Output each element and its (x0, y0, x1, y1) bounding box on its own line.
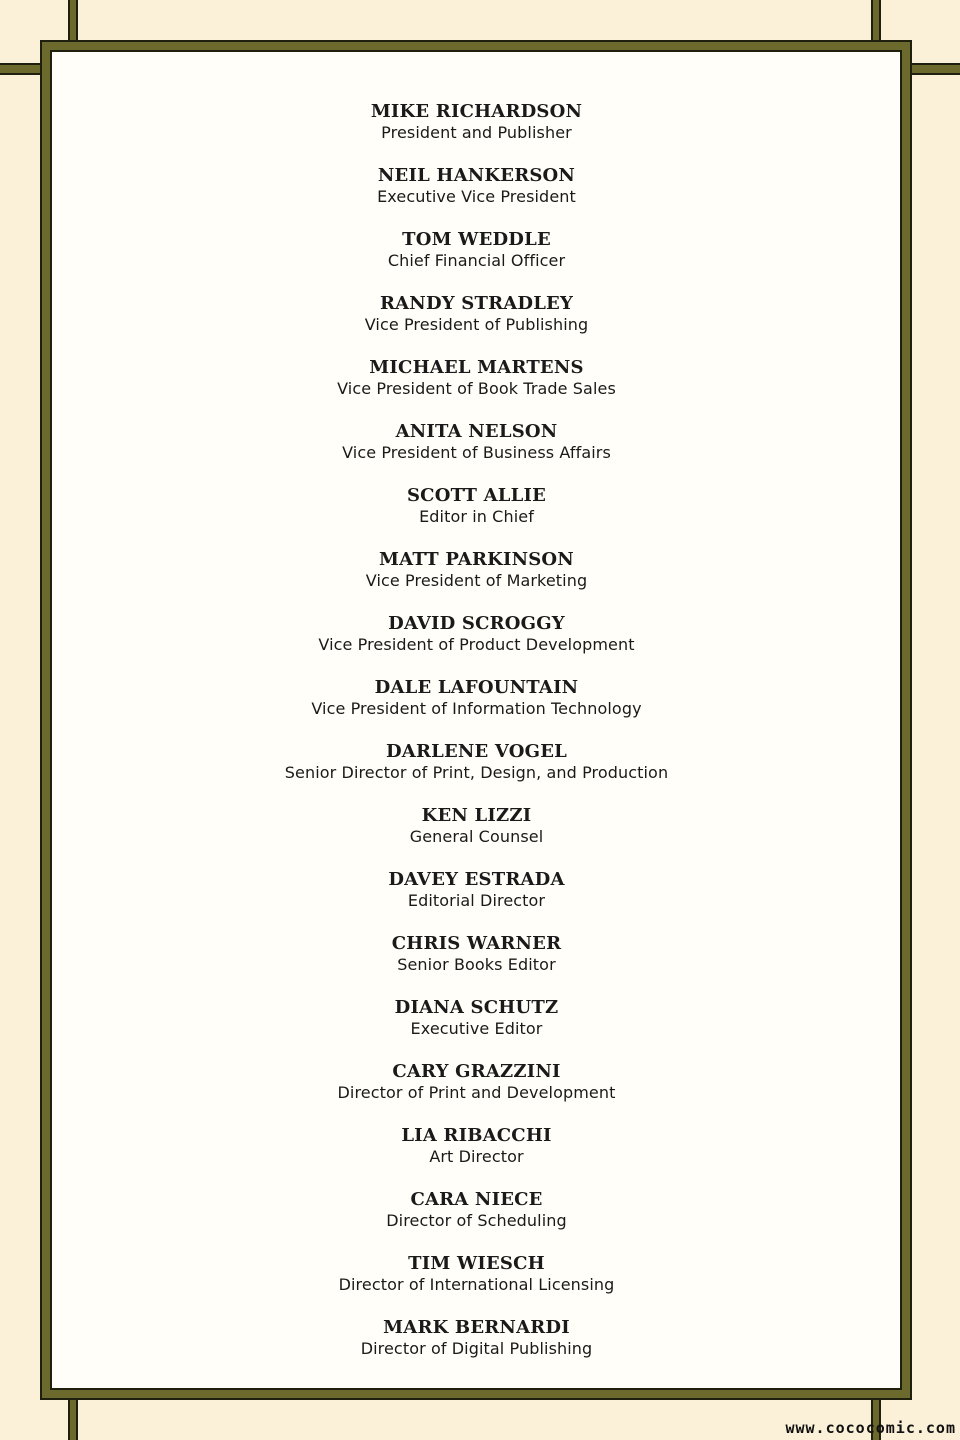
credit-entry (53, 1117, 900, 1181)
frame-gutter-bottom-left (68, 1396, 78, 1440)
credit-entry (53, 669, 900, 733)
credit-name: MIKE RICHARDSON (370, 101, 583, 122)
credit-name: RANDY STRADLEY (379, 293, 574, 314)
credit-name: MATT PARKINSON (379, 549, 574, 570)
credit-title: Director of Print and Development (337, 1083, 616, 1102)
credit-name: CARY GRAZZINI (392, 1061, 561, 1082)
credit-name: CARA NIECE (410, 1189, 543, 1210)
credit-title: Vice President of Publishing (364, 315, 589, 334)
credit-entry (53, 221, 900, 285)
credit-title: Executive Editor (410, 1019, 543, 1038)
credit-title: President and Publisher (381, 123, 572, 142)
frame-gutter-top-right (871, 0, 881, 44)
credit-name: DAVID SCROGGY (388, 613, 565, 634)
credit-title: Director of Scheduling (386, 1211, 567, 1230)
credit-title: Vice President of Marketing (365, 571, 588, 590)
credit-entry (53, 605, 900, 669)
credit-entry (53, 925, 900, 989)
credit-name: KEN LIZZI (421, 805, 532, 826)
credit-entry (53, 1309, 900, 1373)
credit-entry (53, 157, 900, 221)
credit-name: SCOTT ALLIE (406, 485, 547, 506)
credit-entry (53, 93, 900, 157)
credit-entry (53, 733, 900, 797)
credit-entry (53, 413, 900, 477)
credits-panel-inner (50, 50, 902, 1390)
frame-gutter-left (0, 63, 44, 75)
credit-name: LIA RIBACCHI (401, 1125, 552, 1146)
credit-entry (53, 1245, 900, 1309)
credit-title: Director of Digital Publishing (360, 1339, 593, 1358)
credit-title: Vice President of Product Development (318, 635, 635, 654)
credit-title: Chief Financial Officer (387, 251, 566, 270)
credits-panel (40, 40, 912, 1400)
credit-name: TIM WIESCH (408, 1253, 545, 1274)
credits-list (52, 93, 900, 1373)
credit-name: NEIL HANKERSON (377, 165, 576, 186)
credit-name: DAVEY ESTRADA (388, 869, 565, 890)
credit-entry (53, 541, 900, 605)
watermark-url: www.cococomic.com (785, 1419, 956, 1437)
credit-entry (53, 477, 900, 541)
credit-title: Senior Books Editor (397, 955, 556, 974)
credit-title: Art Director (429, 1147, 524, 1166)
credit-entry (53, 989, 900, 1053)
credit-name: DIANA SCHUTZ (394, 997, 559, 1018)
credit-entry (53, 1053, 900, 1117)
credit-name: CHRIS WARNER (391, 933, 562, 954)
frame-gutter-right (908, 63, 960, 75)
credit-entry (53, 349, 900, 413)
credit-title: Vice President of Information Technology (311, 699, 642, 718)
credit-name: MARK BERNARDI (383, 1317, 570, 1338)
credit-title: General Counsel (409, 827, 544, 846)
credit-title: Executive Vice President (377, 187, 576, 206)
credit-entry (53, 861, 900, 925)
credit-name: TOM WEDDLE (402, 229, 551, 250)
credit-entry (53, 797, 900, 861)
credit-title: Vice President of Business Affairs (342, 443, 611, 462)
credit-title: Senior Director of Print, Design, and Production (284, 763, 669, 782)
credit-name: DARLENE VOGEL (385, 741, 568, 762)
credit-name: ANITA NELSON (395, 421, 558, 442)
credit-title: Editorial Director (407, 891, 546, 910)
credit-entry (53, 285, 900, 349)
frame-gutter-top-left (68, 0, 78, 44)
credit-title: Editor in Chief (419, 507, 534, 526)
credit-name: DALE LAFOUNTAIN (374, 677, 579, 698)
credit-entry (53, 1181, 900, 1245)
credit-title: Director of International Licensing (338, 1275, 615, 1294)
credit-name: MICHAEL MARTENS (369, 357, 584, 378)
credit-title: Vice President of Book Trade Sales (337, 379, 616, 398)
